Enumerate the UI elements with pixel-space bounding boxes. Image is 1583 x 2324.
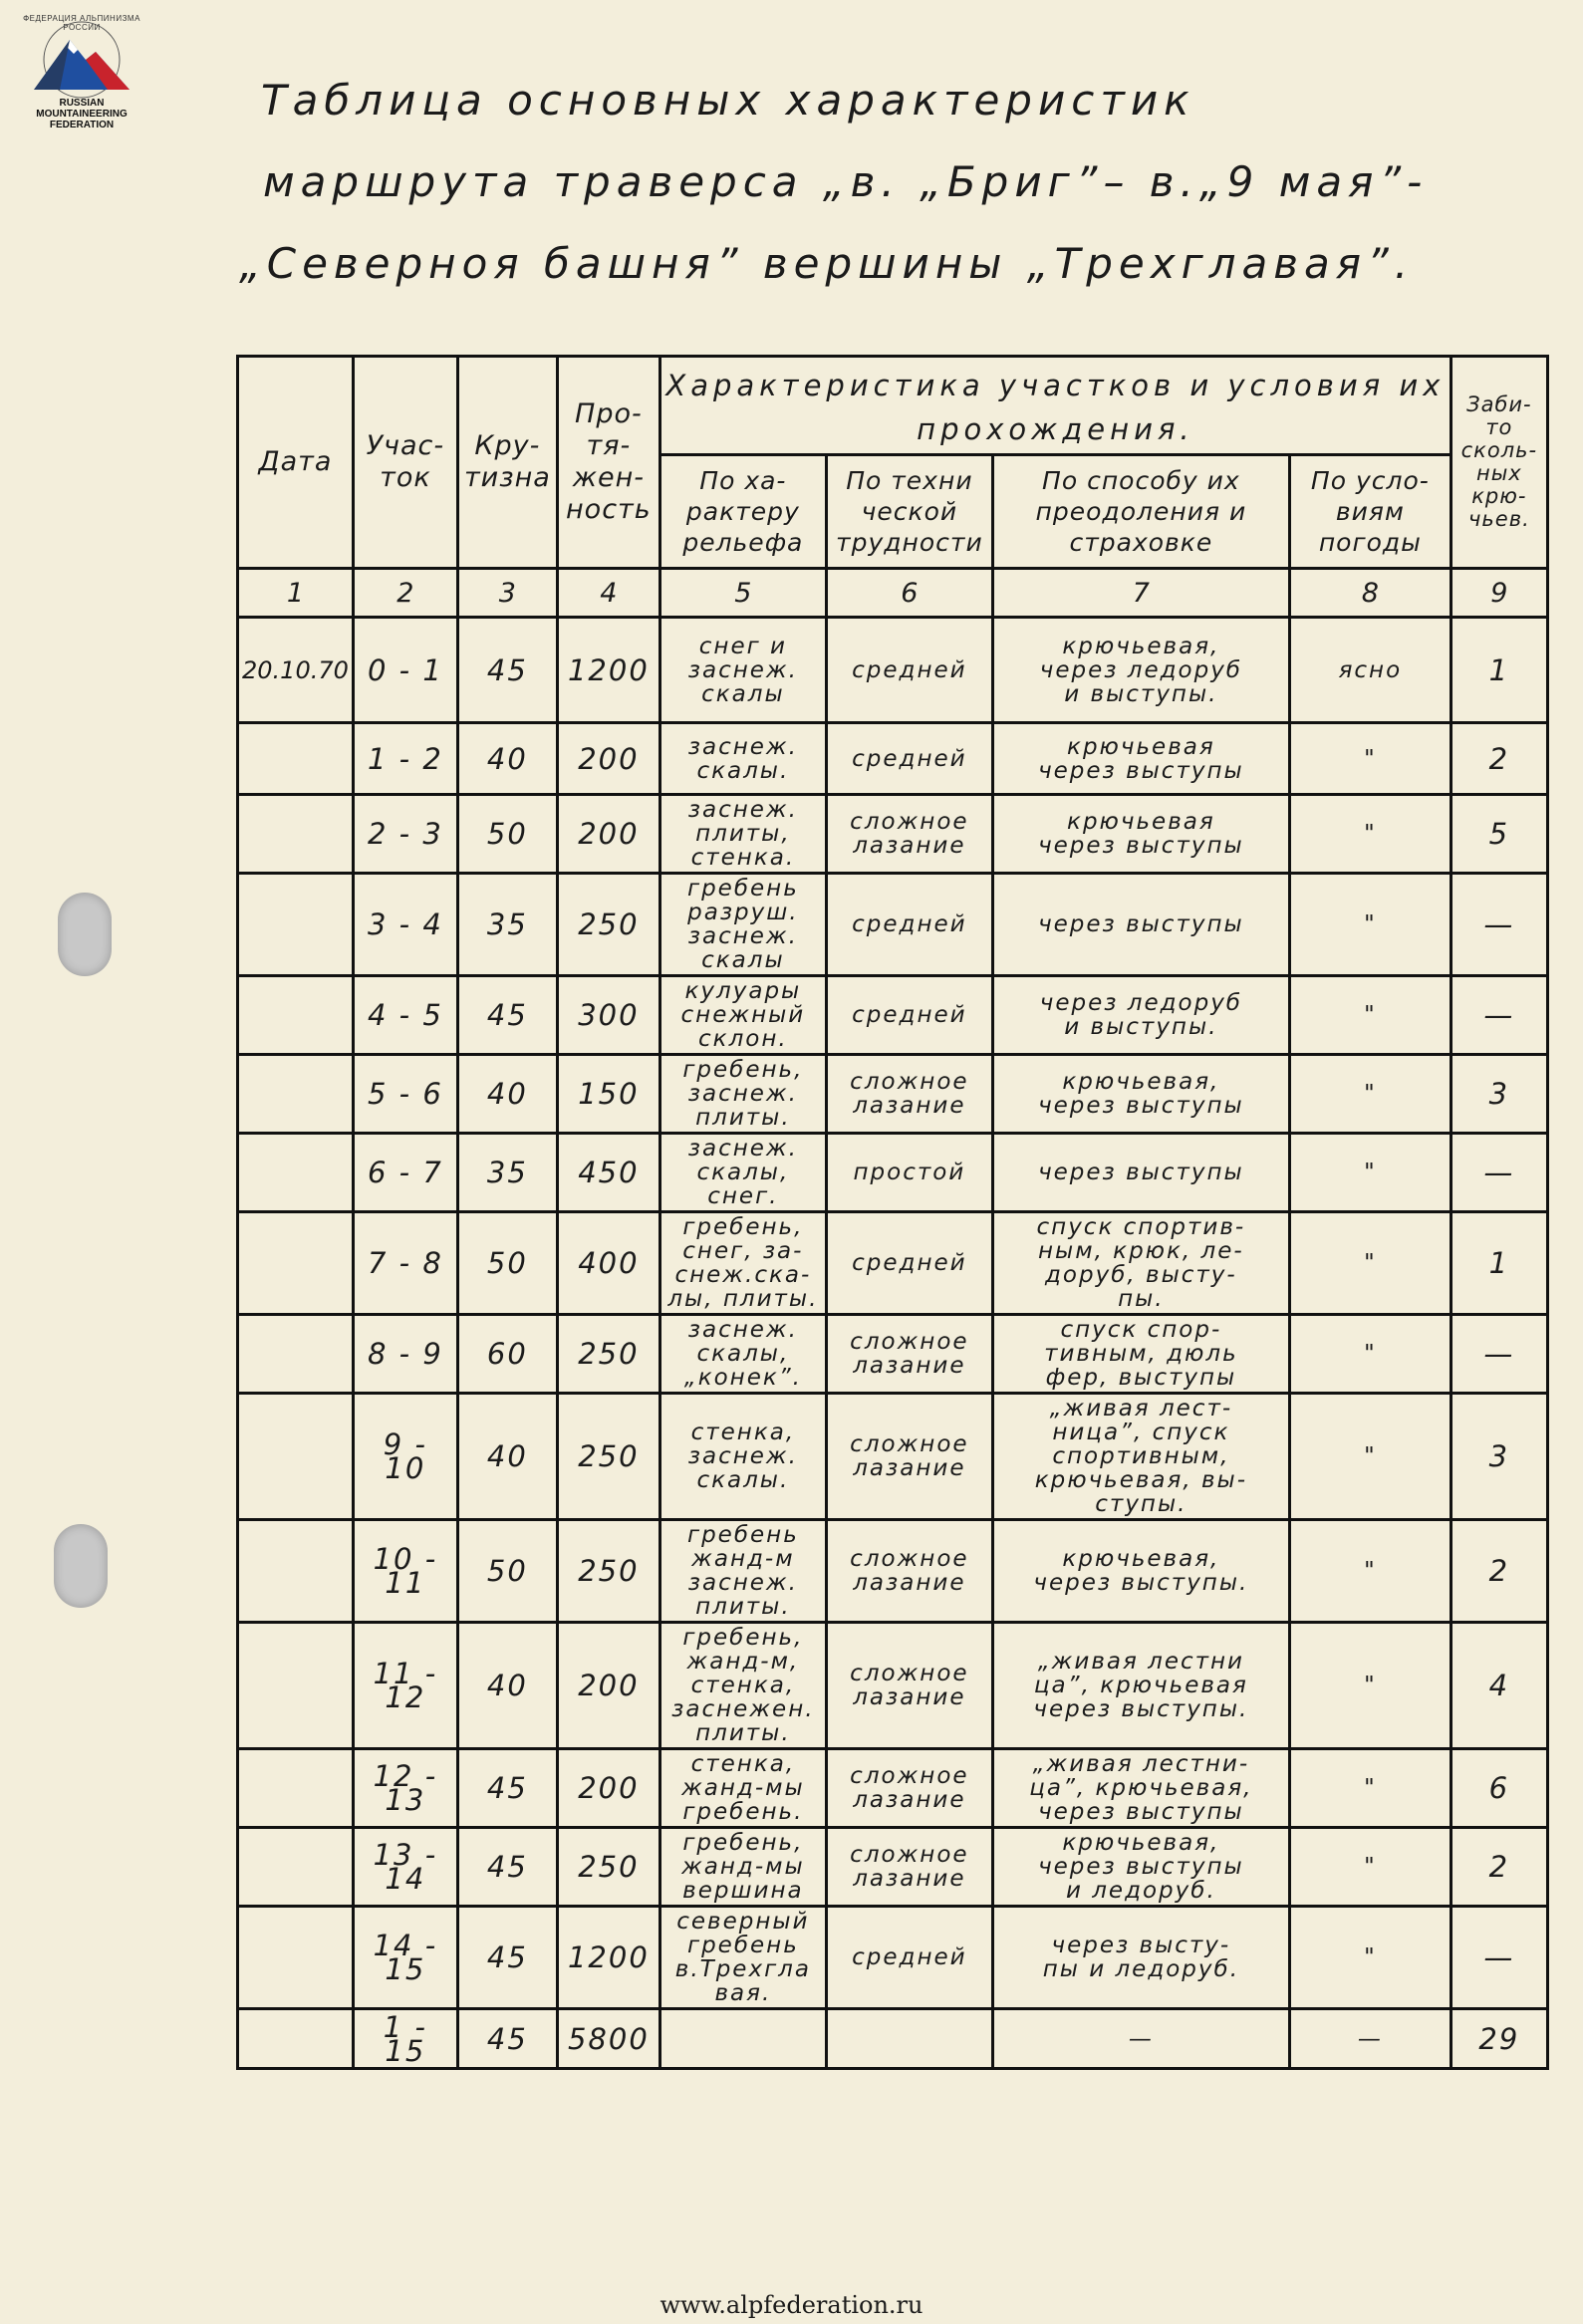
column-number: 1 [238,569,354,618]
length-cell: 250 [557,1315,660,1394]
pitons-cell: 3 [1451,1394,1547,1520]
table-row [238,723,1548,795]
pitons-cell: — [1451,1315,1547,1394]
length-cell: 200 [557,1749,660,1828]
date-cell [238,1134,354,1212]
steepness-cell: 45 [457,1749,557,1828]
column-number: 8 [1289,569,1451,618]
technical-cell: сложное лазание [826,1749,992,1828]
date-cell [238,1749,354,1828]
date-cell [238,723,354,795]
relief-cell: кулуары снежный склон. [660,976,826,1055]
method-cell: крючьевая через выступы [992,723,1289,795]
steepness-cell: 60 [457,1315,557,1394]
date-cell [238,1212,354,1315]
footer-url: www.alpfederation.ru [660,2291,923,2319]
pitons-cell: 4 [1451,1623,1547,1749]
weather-cell: " [1289,1623,1451,1749]
steepness-cell: 40 [457,723,557,795]
length-cell: 150 [557,1055,660,1134]
pitons-cell: 1 [1451,1212,1547,1315]
header-section: Учас- ток [353,357,457,569]
column-number: 5 [660,569,826,618]
relief-cell: гребень, заснеж. плиты. [660,1055,826,1134]
table-row [238,1520,1548,1623]
technical-cell: сложное лазание [826,795,992,874]
title-line-1: Таблица основных характеристик [261,76,1195,125]
technical-cell: простой [826,1134,992,1212]
header-date: Дата [238,357,354,569]
section-cell: 3 - 4 [353,874,457,976]
header-length: Про- тя- жен- ность [557,357,660,569]
weather-cell: " [1289,1907,1451,2009]
section-cell: 14 - 15 [353,1907,457,2009]
steepness-cell: 45 [457,2009,557,2069]
table-row [238,1055,1548,1134]
length-cell: 5800 [557,2009,660,2069]
method-cell: — [992,2009,1289,2069]
length-cell: 250 [557,1828,660,1907]
weather-cell: " [1289,723,1451,795]
steepness-cell: 50 [457,795,557,874]
pitons-cell: 5 [1451,795,1547,874]
section-cell: 9 - 10 [353,1394,457,1520]
header-steepness: Кру- тизна [457,357,557,569]
weather-cell: " [1289,1394,1451,1520]
method-cell: через выступы [992,874,1289,976]
steepness-cell: 45 [457,976,557,1055]
date-cell [238,1315,354,1394]
date-cell [238,2009,354,2069]
header-pitons: Заби- то сколь- ных крю- чьев. [1451,357,1547,569]
relief-cell: заснеж. плиты, стенка. [660,795,826,874]
method-cell: через выступы [992,1134,1289,1212]
method-cell: спуск спор- тивным, дюль фер, выступы [992,1315,1289,1394]
pitons-cell: 29 [1451,2009,1547,2069]
method-cell: „живая лестни ца”, крючьевая через выступы. [992,1623,1289,1749]
steepness-cell: 45 [457,1907,557,2009]
length-cell: 200 [557,723,660,795]
weather-cell: ясно [1289,618,1451,723]
title-line-3: „Северноя башня” вершины „Трехглавая”. [239,239,1415,288]
technical-cell: сложное лазание [826,1315,992,1394]
pitons-cell: 2 [1451,1520,1547,1623]
steepness-cell: 50 [457,1520,557,1623]
table-row [238,1749,1548,1828]
column-number: 9 [1451,569,1547,618]
table-row [238,1828,1548,1907]
table-row [238,874,1548,976]
route-characteristics-table [236,355,1549,2070]
method-cell: „живая лест- ница”, спуск спортивным, крючьевая, вы- ступы. [992,1394,1289,1520]
steepness-cell: 45 [457,618,557,723]
date-cell [238,1623,354,1749]
weather-cell: " [1289,976,1451,1055]
relief-cell [660,2009,826,2069]
technical-cell: средней [826,874,992,976]
pitons-cell: 2 [1451,1828,1547,1907]
technical-cell: средней [826,976,992,1055]
column-number: 7 [992,569,1289,618]
weather-cell: " [1289,795,1451,874]
steepness-cell: 50 [457,1212,557,1315]
column-number: 3 [457,569,557,618]
steepness-cell: 45 [457,1828,557,1907]
relief-cell: гребень разруш. заснеж. скалы [660,874,826,976]
header-characteristics: Характеристика участков и условия их прохождения. [660,357,1451,455]
weather-cell: " [1289,1055,1451,1134]
logo-arc-text: ФЕДЕРАЦИЯ АЛЬПИНИЗМА РОССИИ [23,14,140,32]
date-cell [238,1394,354,1520]
pitons-cell: 2 [1451,723,1547,795]
section-cell: 4 - 5 [353,976,457,1055]
table-row [238,1907,1548,2009]
column-number-row [238,569,1548,618]
relief-cell: заснеж. скалы, „конек”. [660,1315,826,1394]
header-weather: По усло- виям погоды [1289,455,1451,569]
date-cell [238,1828,354,1907]
method-cell: через высту- пы и ледоруб. [992,1907,1289,2009]
date-cell [238,795,354,874]
section-cell: 12 - 13 [353,1749,457,1828]
length-cell: 200 [557,1623,660,1749]
relief-cell: северный гребень в.Трехгла вая. [660,1907,826,2009]
punch-hole [54,1524,108,1608]
relief-cell: снег и заснеж. скалы [660,618,826,723]
steepness-cell: 40 [457,1055,557,1134]
length-cell: 1200 [557,618,660,723]
method-cell: через ледоруб и выступы. [992,976,1289,1055]
relief-cell: заснеж. скалы, снег. [660,1134,826,1212]
weather-cell: — [1289,2009,1451,2069]
title-line-2: маршрута траверса „в. „Бриг”– в.„9 мая”- [263,157,1429,206]
length-cell: 250 [557,1394,660,1520]
table-row [238,1394,1548,1520]
weather-cell: " [1289,1134,1451,1212]
table-row [238,1212,1548,1315]
section-cell: 10 - 11 [353,1520,457,1623]
technical-cell: средней [826,723,992,795]
method-cell: крючьевая, через выступы и ледоруб. [992,1828,1289,1907]
method-cell: крючьевая, через выступы [992,1055,1289,1134]
relief-cell: гребень, снег, за- снеж.ска- лы, плиты. [660,1212,826,1315]
technical-cell: сложное лазание [826,1394,992,1520]
column-number: 4 [557,569,660,618]
relief-cell: заснеж. скалы. [660,723,826,795]
document-title [239,60,1456,305]
length-cell: 300 [557,976,660,1055]
technical-cell [826,2009,992,2069]
pitons-cell: — [1451,976,1547,1055]
date-cell: 20.10.70 [238,618,354,723]
federation-logo [12,12,151,129]
relief-cell: гребень, жанд-мы вершина [660,1828,826,1907]
date-cell [238,1907,354,2009]
section-cell: 13 - 14 [353,1828,457,1907]
pitons-cell: 6 [1451,1749,1547,1828]
pitons-cell: — [1451,874,1547,976]
date-cell [238,976,354,1055]
technical-cell: сложное лазание [826,1055,992,1134]
technical-cell: сложное лазание [826,1828,992,1907]
weather-cell: " [1289,1212,1451,1315]
method-cell: спуск спортив- ным, крюк, ле- доруб, высту- пы. [992,1212,1289,1315]
punch-hole [58,893,112,976]
method-cell: крючьевая, через ледоруб и выступы. [992,618,1289,723]
pitons-cell: — [1451,1134,1547,1212]
table-row [238,976,1548,1055]
technical-cell: сложное лазание [826,1623,992,1749]
logo-caption: RUSSIAN MOUNTAINEERING FEDERATION [36,98,128,130]
section-cell: 8 - 9 [353,1315,457,1394]
steepness-cell: 35 [457,874,557,976]
technical-cell: средней [826,618,992,723]
steepness-cell: 40 [457,1394,557,1520]
table-row [238,795,1548,874]
table-row [238,1623,1548,1749]
section-cell: 11 - 12 [353,1623,457,1749]
weather-cell: " [1289,1828,1451,1907]
length-cell: 1200 [557,1907,660,2009]
weather-cell: " [1289,874,1451,976]
section-cell: 0 - 1 [353,618,457,723]
method-cell: крючьевая, через выступы. [992,1520,1289,1623]
header-method: По способу их преодоления и страховке [992,455,1289,569]
section-cell: 6 - 7 [353,1134,457,1212]
table-row [238,618,1548,723]
date-cell [238,1520,354,1623]
section-cell: 5 - 6 [353,1055,457,1134]
method-cell: „живая лестни- ца”, крючьевая, через выступы [992,1749,1289,1828]
technical-cell: сложное лазание [826,1520,992,1623]
length-cell: 250 [557,1520,660,1623]
weather-cell: " [1289,1749,1451,1828]
length-cell: 250 [557,874,660,976]
relief-cell: гребень, жанд-м, стенка, заснежен. плиты. [660,1623,826,1749]
relief-cell: стенка, жанд-мы гребень. [660,1749,826,1828]
column-number: 2 [353,569,457,618]
table-row [238,1315,1548,1394]
pitons-cell: 1 [1451,618,1547,723]
length-cell: 450 [557,1134,660,1212]
date-cell [238,874,354,976]
weather-cell: " [1289,1315,1451,1394]
steepness-cell: 40 [457,1623,557,1749]
technical-cell: средней [826,1212,992,1315]
table-row [238,1134,1548,1212]
pitons-cell: 3 [1451,1055,1547,1134]
relief-cell: гребень жанд-м заснеж. плиты. [660,1520,826,1623]
section-cell: 7 - 8 [353,1212,457,1315]
technical-cell: средней [826,1907,992,2009]
header-relief: По ха- рактеру рельефа [660,455,826,569]
pitons-cell: — [1451,1907,1547,2009]
header-technical: По техни ческой трудности [826,455,992,569]
table-row [238,2009,1548,2069]
length-cell: 400 [557,1212,660,1315]
steepness-cell: 35 [457,1134,557,1212]
section-cell: 1 - 2 [353,723,457,795]
date-cell [238,1055,354,1134]
length-cell: 200 [557,795,660,874]
relief-cell: стенка, заснеж. скалы. [660,1394,826,1520]
column-number: 6 [826,569,992,618]
section-cell: 2 - 3 [353,795,457,874]
weather-cell: " [1289,1520,1451,1623]
method-cell: крючьевая через выступы [992,795,1289,874]
section-cell: 1 - 15 [353,2009,457,2069]
